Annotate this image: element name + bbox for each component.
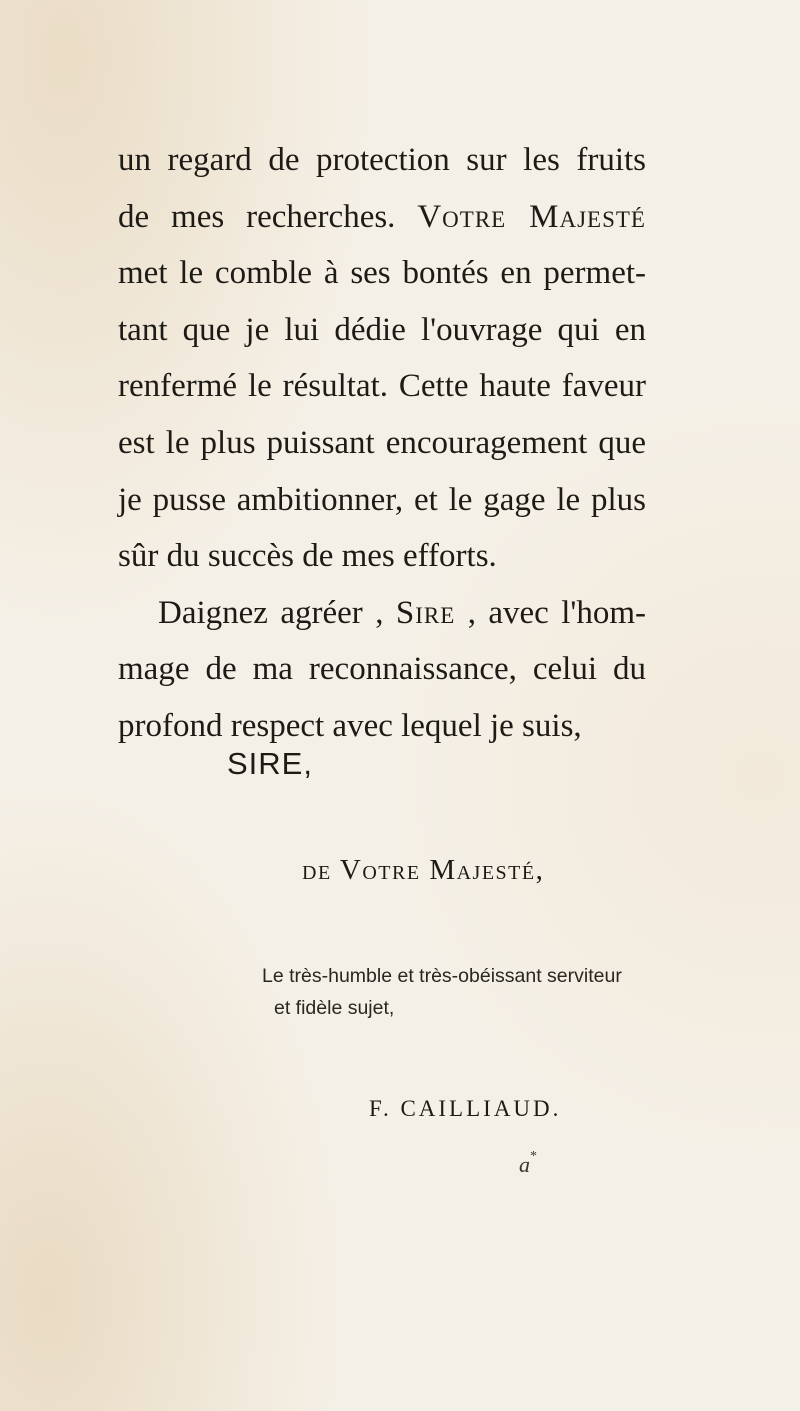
majeste-title: Votre Majesté (339, 854, 536, 886)
closing-formula (262, 960, 800, 1024)
text-fragment: , avec l'hom- (455, 594, 646, 631)
text-line: renfermé le résultat. Cette haute faveur (118, 368, 646, 405)
text-fragment: Daignez agréer , (158, 594, 396, 631)
text-line: met le comble à ses bontés en permet- (118, 255, 646, 292)
majeste-suffix: , (535, 854, 545, 886)
text-line: est le plus puissant encouragement que (118, 424, 646, 461)
letter-body (118, 132, 646, 755)
signature-mark (519, 1148, 537, 1178)
sire-inline: Sire (395, 594, 456, 631)
text-line (118, 585, 646, 642)
text-line: sûr du succès de mes efforts. (118, 538, 497, 575)
text-line: un regard de protection sur les fruits (118, 142, 646, 178)
text-line: mage de ma reconnaissance, celui du (118, 651, 646, 688)
salutation: SIRE, (227, 746, 313, 781)
signature-mark-letter: a (519, 1152, 530, 1177)
closing-line-2: et fidèle sujet, (274, 997, 395, 1019)
text-line: tant que je lui dédie l'ouvrage qui en (118, 311, 646, 348)
text-line: je pusse ambitionner, et le gage le plus (118, 481, 646, 518)
majeste-inline: Votre Majesté (417, 198, 646, 235)
signature: F. CAILLIAUD. (369, 1096, 562, 1121)
signature-mark-star: * (530, 1148, 537, 1164)
majeste-prefix: de (302, 854, 332, 886)
text-line (118, 189, 646, 246)
majeste-line (302, 854, 544, 887)
closing-line-1: Le très-humble et très-obéissant serviteur (262, 965, 622, 987)
text-fragment: de mes recherches. (118, 198, 418, 235)
text-line: profond respect avec lequel je suis, (118, 707, 582, 744)
